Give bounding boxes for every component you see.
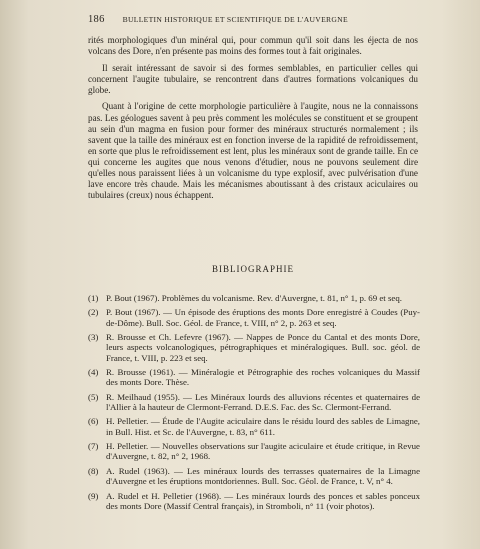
reference-number: (2): [88, 307, 99, 318]
reference-text: A. Rudel et H. Pelletier (1968). — Les minéraux lourds des ponces et sables ponceux des monts Dore (Massif Central français), in Stromboli, n° 11 (voir photos).: [106, 490, 420, 511]
reference-number: (9): [88, 490, 99, 501]
reference-number: (8): [88, 465, 99, 476]
page-number: 186: [88, 14, 105, 25]
reference-number: (5): [88, 391, 99, 402]
running-title: BULLETIN HISTORIQUE ET SCIENTIFIQUE DE L'AUVERGNE: [122, 15, 348, 24]
reference-item: [88, 367, 420, 388]
reference-item: [88, 307, 420, 328]
paragraph: Il serait intéressant de savoir si des formes semblables, en particulier celles qui concernent l'augite tubulaire, se rencontrent dans d'autres formations volcaniques du globe.: [88, 62, 418, 95]
page-header: [88, 15, 418, 26]
reference-item: [88, 392, 420, 413]
reference-list: [88, 293, 420, 515]
paragraph: Quant à l'origine de cette morphologie particulière à l'augite, nous ne la connaissons pas. Les géologues savent à peu près comment les molécules se constituent et se groupent au sein d'un magma en fusion pour former des minéraux structurés normalement ; ils savent que la taille des minéraux est en fonction inverse de la rapidité de refroidissement, en sorte que plus le refroidissement est lent, plus les minéraux sont de grande taille. En ce qui concerne les augites que nous venons d'étudier, nous ne pouvons seulement dire qu'elles nous paraissent liées à un volcanisme du type explosif, avec pulvérisation d'une lave encore très chaude. Mais les mécanismes aboutissant à des cristaux aciculaires ou tubulaires (creux) nous échappent.: [88, 101, 418, 201]
section-title: BIBLIOGRAPHIE: [212, 264, 294, 274]
page-edge-shadow: [442, 0, 480, 549]
reference-item: [88, 293, 420, 303]
reference-text: H. Pelletier. — Nouvelles observations sur l'augite aciculaire et étude critique, in Revue d'Auvergne, t. 82, n° 2, 1968.: [106, 441, 420, 462]
body-text: [88, 35, 418, 207]
reference-text: R. Brousse et Ch. Lefevre (1967). — Nappes de Ponce du Cantal et des monts Dore, leurs aspects volcanologiques, pétrographiques et minéralogiques. Bull. soc. géol. de France, t. VIII, p. 223 et seq.: [106, 332, 420, 363]
reference-item: [88, 466, 420, 487]
paragraph: rités morphologiques d'un minéral qui, pour commun qu'il soit dans les éjecta de nos volcans des Dore, n'en présente pas moins des formes tout à fait originales.: [88, 35, 418, 57]
reference-number: (3): [88, 332, 99, 343]
reference-number: (6): [88, 416, 99, 427]
reference-text: R. Brousse (1961). — Minéralogie et Pétrographie des roches volcaniques du Massif des monts Dore. Thèse.: [106, 367, 420, 388]
reference-item: [88, 441, 420, 462]
reference-text: P. Bout (1967). Problèmes du volcanisme. Rev. d'Auvergne, t. 81, n° 1, p. 69 et seq.: [106, 293, 402, 303]
reference-text: P. Bout (1967). — Un épisode des éruptions des monts Dore enregistré à Coudes (Puy-de-Dôme). Bull. Soc. Géol. de France, t. VIII, n° 2, p. 263 et seq.: [106, 307, 420, 328]
reference-item: [88, 416, 420, 437]
reference-number: (7): [88, 441, 99, 452]
reference-text: H. Pelletier. — Étude de l'Augite aciculaire dans le résidu lourd des sables de Limagne, in Bull. Hist. et Sc. de l'Auvergne, t. 83, n° 611.: [106, 416, 420, 437]
reference-item: [88, 491, 420, 512]
reference-number: (4): [88, 367, 99, 378]
reference-number: (1): [88, 293, 99, 303]
reference-item: [88, 332, 420, 363]
reference-text: R. Meilhaud (1955). — Les Minéraux lourds des alluvions récentes et quaternaires de l'Allier à la hauteur de Clermont-Ferrand. D.E.S. Fac. des Sc. Clermont-Ferrand.: [106, 391, 420, 413]
reference-text: A. Rudel (1963). — Les minéraux lourds des terrasses quaternaires de la Limagne d'Auvergne et les éruptions montdoriennes. Bull. Soc. Géol. de France, t. V, n° 4.: [106, 465, 420, 487]
